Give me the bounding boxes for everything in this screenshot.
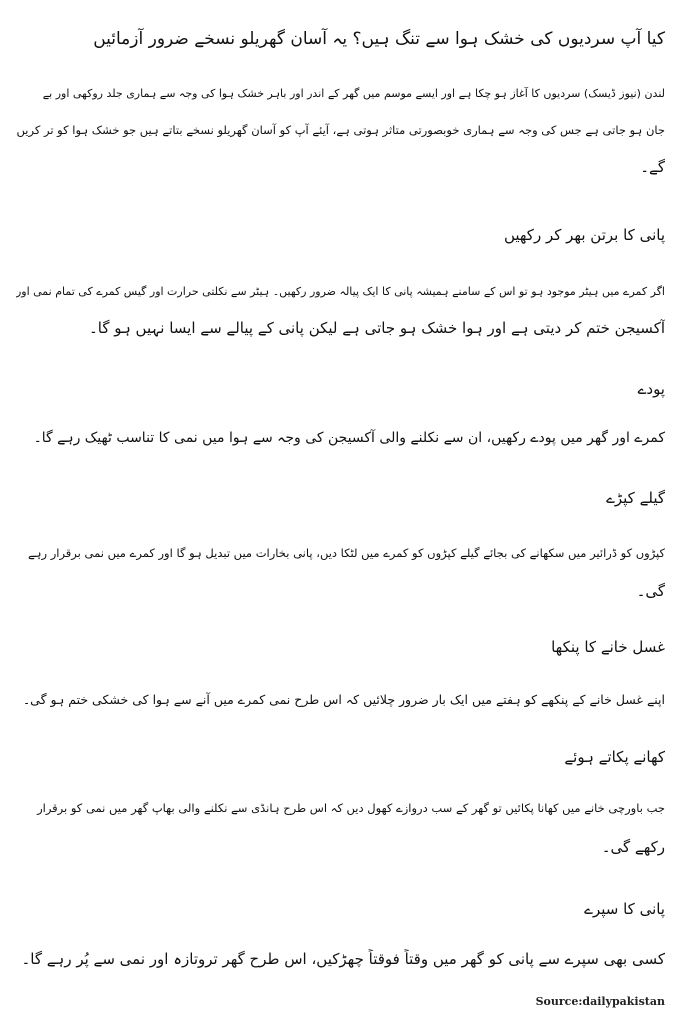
paragraph-line: اپنے غسل خانے کے پنکھے کو ہفتے میں ایک بار ضرور چلائیں کہ اس طرح نمی کمرے میں آنے سے ہوا کی خشکی ختم ہو گی۔: [22, 692, 665, 707]
intro-line: گے۔: [640, 158, 665, 176]
section-heading-plants: پودے: [637, 380, 665, 398]
source-credit: Source:dailypakistan: [535, 995, 665, 1008]
paragraph-line: گی۔: [636, 582, 665, 600]
section-heading-bathroom-fan: غسل خانے کا پنکھا: [551, 638, 665, 656]
paragraph-line: کمرے اور گھر میں پودے رکھیں، ان سے نکلنے والی آکسیجن کی وجہ سے ہوا میں نمی کا تناسب ٹھیک رہے گا۔: [33, 430, 665, 446]
section-heading-wet-clothes: گیلے کپڑے: [606, 489, 665, 507]
paragraph-line: آکسیجن ختم کر دیتی ہے اور ہوا خشک ہو جاتی ہے لیکن پانی کے پیالے سے ایسا نہیں ہو گا۔: [88, 319, 665, 337]
article-title: کیا آپ سردیوں کی خشک ہوا سے تنگ ہیں؟ یہ آسان گھریلو نسخے ضرور آزمائیں: [93, 29, 665, 49]
intro-line: جان ہو جاتی ہے جس کی وجہ سے ہماری خوبصورتی متاثر ہوتی ہے، آیئے آپ کو آسان گھریلو نسخے بتاتے ہیں جو خشک ہوا کو تر کریں: [16, 123, 665, 137]
section-heading-cooking: کھانے پکاتے ہوئے: [564, 748, 665, 766]
section-heading-water-spray: پانی کا سپرے: [584, 900, 665, 918]
paragraph-line: جب باورچی خانے میں کھانا پکائیں تو گھر کے سب دروازے کھول دیں کہ اس طرح ہانڈی سے نکلنے والی بھاپ گھر میں نمی کو برقرار: [37, 801, 665, 815]
paragraph-line: رکھے گی۔: [601, 838, 665, 856]
section-heading-water-bowl: پانی کا برتن بھر کر رکھیں: [503, 226, 665, 244]
paragraph-line: کپڑوں کو ڈرائیر میں سکھانے کی بجائے گیلے کپڑوں کو کمرے میں لٹکا دیں، پانی بخارات میں تبدیل ہو گا اور کمرے میں نمی برقرار رہے: [28, 546, 665, 560]
intro-line: لندن (نیوز ڈیسک) سردیوں کا آغاز ہو چکا ہے اور ایسے موسم میں گھر کے اندر اور باہر خشک ہوا کی وجہ سے ہماری جلد روکھی اور بے: [42, 87, 665, 100]
paragraph-line: اگر کمرے میں ہیٹر موجود ہو تو اس کے سامنے ہمیشہ پانی کا ایک پیالہ ضرور رکھیں۔ ہیٹر سے نکلتی حرارت اور گیس کمرے کی تمام نمی اور: [16, 285, 665, 298]
paragraph-line: کسی بھی سپرے سے پانی کو گھر میں وقتاً فوقتاً چھڑکیں، اس طرح گھر تروتازہ اور نمی سے پُر رہے گا۔: [21, 950, 665, 968]
